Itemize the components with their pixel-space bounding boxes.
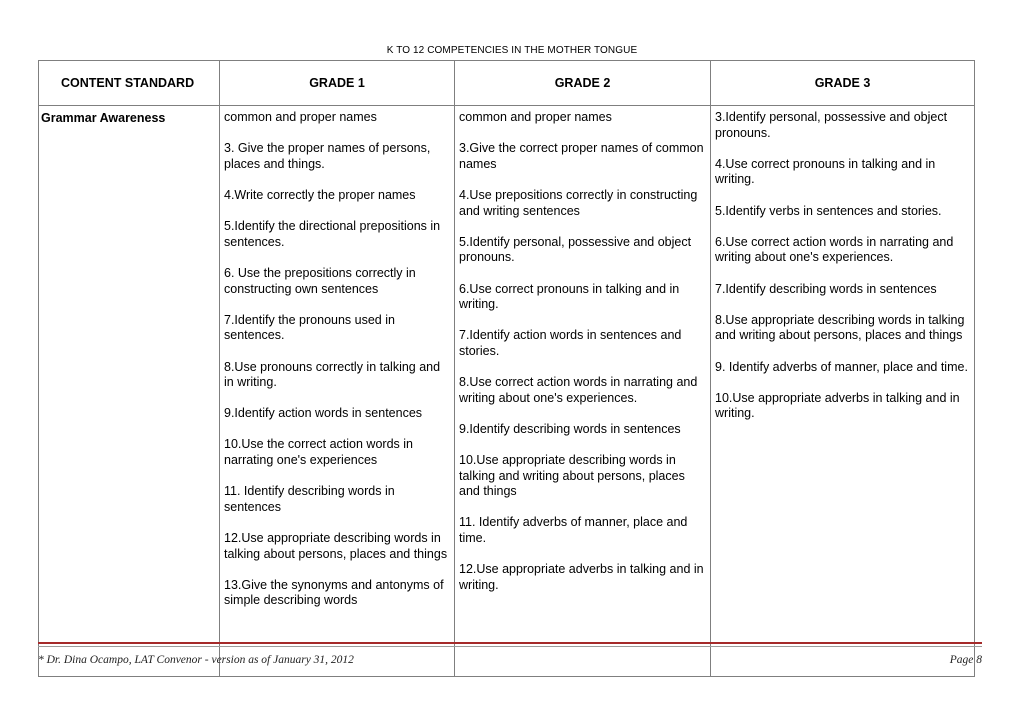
list-item: 7.Identify describing words in sentences [715,281,937,296]
list-item: 3. Give the proper names of persons, places and things. [224,141,431,171]
list-item: 3.Give the correct proper names of common names [459,141,704,171]
competency-table [38,60,975,677]
list-item: 5.Identify the directional prepositions in sentences. [224,219,441,249]
list-item: 4.Write correctly the proper names [224,187,416,202]
list-item: 11. Identify describing words in sentences [224,484,395,514]
list-item: 7.Identify action words in sentences and stories. [459,328,682,358]
grade-1-list [220,106,454,609]
list-item: 8.Use appropriate describing words in talking and writing about persons, places and things [715,312,965,343]
header-grade-3: GRADE 3 [711,61,975,106]
list-item: 12.Use appropriate describing words in talking about persons, places and things [224,531,448,561]
grade-2-list [455,106,710,593]
list-item: 11. Identify adverbs of manner, place and time. [459,515,688,546]
list-item: 8.Use correct action words in narrating and writing about one's experiences. [459,375,698,405]
grade-1-cell [220,106,455,677]
list-item: common and proper names [224,110,377,124]
footer-credit: * Dr. Dina Ocampo, LAT Convenor - version as of January 31, 2012 [38,654,354,666]
list-item: common and proper names [459,110,612,124]
list-item: 10.Use the correct action words in narrating one's experiences [224,437,413,468]
list-item: 13.Give the synonyms and antonyms of simple describing words [224,577,444,608]
grade-3-list [711,106,974,422]
header-grade-2: GRADE 2 [455,61,711,106]
header-grade-1: GRADE 1 [220,61,455,106]
list-item: 12.Use appropriate adverbs in talking and in writing. [459,562,704,592]
list-item: 9. Identify adverbs of manner, place and time. [715,359,968,374]
list-item: 6.Use correct action words in narrating and writing about one's experiences. [715,234,954,265]
document-title: K TO 12 COMPETENCIES IN THE MOTHER TONGUE [386,45,638,56]
list-item: 6.Use correct pronouns in talking and in writing. [459,281,680,312]
list-item: 10.Use appropriate describing words in talking and writing about persons, places and things [459,453,685,499]
grade-3-cell [711,106,975,677]
list-item: 9.Identify describing words in sentences [459,421,681,436]
grade-2-cell [455,106,711,677]
table-row [39,106,975,677]
row-label-cell [39,106,220,677]
list-item: 4.Use correct pronouns in talking and in writing. [715,156,936,187]
list-item: 9.Identify action words in sentences [224,406,423,421]
row-label: Grammar Awareness [41,111,166,125]
list-item: 5.Identify personal, possessive and object pronouns. [459,234,692,265]
list-item: 6. Use the prepositions correctly in constructing own sentences [224,265,416,296]
list-item: 3.Identify personal, possessive and object pronouns. [715,110,948,140]
footer-rule [38,642,982,644]
list-item: 8.Use pronouns correctly in talking and in writing. [224,359,441,390]
list-item: 10.Use appropriate adverbs in talking and in writing. [715,390,960,421]
table-header-row [39,61,975,106]
list-item: 7.Identify the pronouns used in sentences. [224,312,395,343]
header-content-standard: CONTENT STANDARD [39,61,220,106]
list-item: 4.Use prepositions correctly in constructing and writing sentences [459,187,698,218]
list-item: 5.Identify verbs in sentences and stories. [715,203,942,218]
page-number: Page 8 [949,654,982,666]
footer-rule-thin [38,646,982,647]
